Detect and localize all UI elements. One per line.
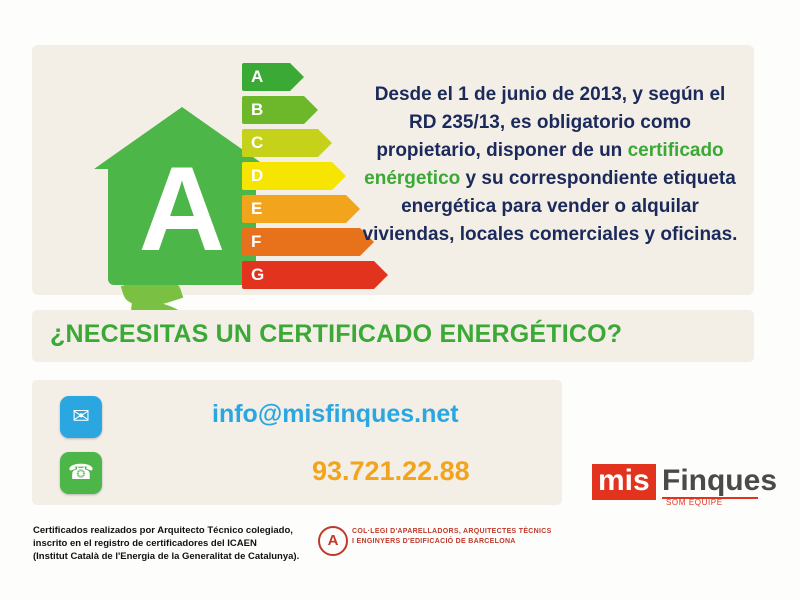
energy-arrow-a: A <box>242 63 290 91</box>
college-logo <box>318 526 568 558</box>
question-text: ¿NECESITAS UN CERTIFICADO ENERGÉTICO? <box>50 320 623 348</box>
energy-arrow-g: G <box>242 261 374 289</box>
brand-logo-mis: mis <box>592 464 656 500</box>
hero-text-highlight: certificado enérgetico <box>364 140 724 189</box>
college-mark-icon: A <box>318 526 348 556</box>
footer-disclaimer <box>33 524 313 563</box>
house-rating-letter: A <box>138 142 226 276</box>
brand-logo-tagline: SOM EQUIPE <box>666 498 723 507</box>
telephone-glyph: ☎ <box>67 461 95 484</box>
hero-text-part2: y su correspondiente etiqueta energética para vender o alquilar viviendas, locales comerciales y oficinas. <box>362 168 738 245</box>
footer-line-2: inscrito en el registro de certificadores del ICAEN <box>33 538 257 549</box>
envelope-glyph: ✉ <box>72 405 90 428</box>
energy-arrow-f: F <box>242 228 360 256</box>
college-line-1: COL·LEGI D'APARELLADORS, ARQUITECTES TÈCNICS <box>352 528 552 535</box>
footer-line-3: (Institut Català de l'Energia de la Generalitat de Catalunya). <box>33 551 300 562</box>
telephone-icon <box>60 452 102 494</box>
contact-phone[interactable]: 93.721.22.88 <box>312 456 470 486</box>
hero-text-part1: Desde el 1 de junio de 2013, y según el RD 235/13, es obligatorio como propietario, disponer de un <box>374 84 726 161</box>
hero-paragraph <box>362 81 738 249</box>
energy-arrow-b: B <box>242 96 304 124</box>
brand-logo-finques: Finques <box>662 464 778 497</box>
envelope-icon <box>60 396 102 438</box>
energy-arrow-e: E <box>242 195 346 223</box>
question-banner <box>32 310 754 362</box>
footer-line-1: Certificados realizados por Arquitecto Técnico colegiado, <box>33 525 293 536</box>
contact-email[interactable]: info@misfinques.net <box>212 400 459 428</box>
brand-logo <box>592 462 778 514</box>
energy-arrow-c: C <box>242 129 318 157</box>
college-line-2: I ENGINYERS D'EDIFICACIÓ DE BARCELONA <box>352 538 516 545</box>
contact-panel <box>32 380 562 505</box>
hero-panel <box>32 45 754 295</box>
energy-arrow-d: D <box>242 162 332 190</box>
